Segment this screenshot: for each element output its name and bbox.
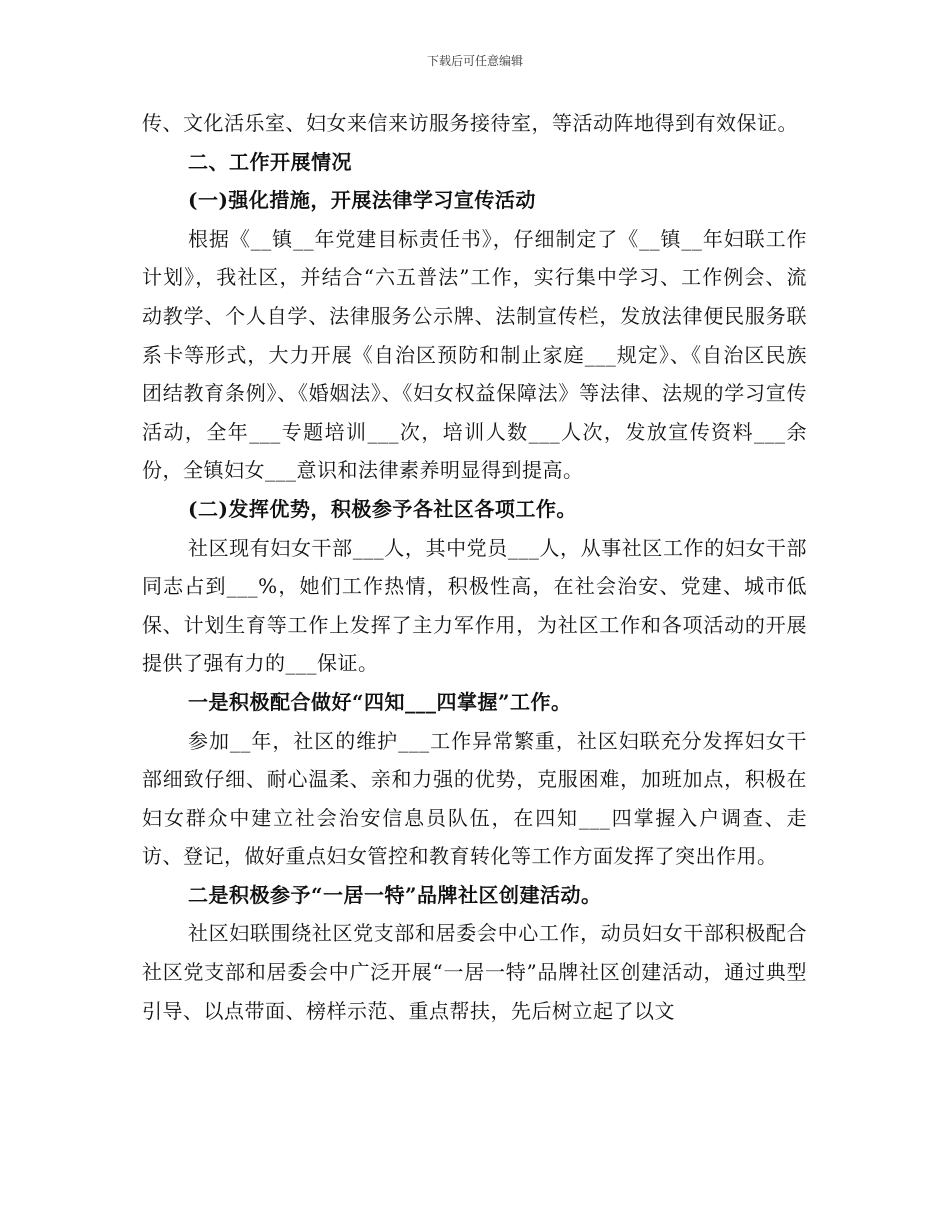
paragraph-continuation: 传、文化活乐室、妇女来信来访服务接待室，等活动阵地得到有效保证。 xyxy=(142,111,798,135)
section-heading: 二、工作开展情况 xyxy=(188,149,352,174)
paragraph-brand-community: 社区妇联围绕社区党支部和居委会中心工作，动员妇女干部积极配合社区党支部和居委会中广泛开展“一居一特”品牌社区创建活动，通过典型引导、以点带面、榜样示范、重点帮扶，先后树立起了以文 xyxy=(142,921,807,1023)
document-body xyxy=(142,104,807,1030)
point-heading-2: 二是积极参予“一居一特”品牌社区创建活动。 xyxy=(188,882,602,907)
paragraph-legal-education: 根据《__镇__年党建目标责任书》，仔细制定了《__镇__年妇联工作计划》，我社区，并结合“六五普法”工作，实行集中学习、工作例会、流动教学、个人自学、法律服务公示牌、法制宣传栏，发放法律便民服务联系卡等形式，大力开展《自治区预防和制止家庭___规定》、《自治区民族团结教育条例》、《婚姻法》、《妇女权益保障法》等法律、法规的学习宣传活动，全年___专题培训___次，培训人数___人次，发放宣传资料___余份，全镇妇女___意识和法律素养明显得到提高。 xyxy=(142,226,807,483)
paragraph-women-cadres: 社区现有妇女干部___人，其中党员___人，从事社区工作的妇女干部同志占到___%，她们工作热情，积极性高，在社会治安、党建、城市低保、计划生育等工作上发挥了主力军作用，为社区工作和各项活动的开展提供了强有力的___保证。 xyxy=(142,535,807,676)
subsection-heading-2: (二)发挥优势，积极参予各社区各项工作。 xyxy=(188,496,577,521)
subsection-heading-1: (一)强化措施，开展法律学习宣传活动 xyxy=(188,188,536,213)
paragraph-four-know: 参加__年，社区的维护___工作异常繁重，社区妇联充分发挥妇女干部细致仔细、耐心温柔、亲和力强的优势，克服困难，加班加点，积极在妇女群众中建立社会治安信息员队伍，在四知___四掌握入户调查、走访、登记，做好重点妇女管控和教育转化等工作方面发挥了突出作用。 xyxy=(142,728,807,869)
page-header: 下载后可任意编辑 xyxy=(426,54,523,68)
point-heading-1: 一是积极配合做好“四知___四掌握”工作。 xyxy=(188,689,572,714)
